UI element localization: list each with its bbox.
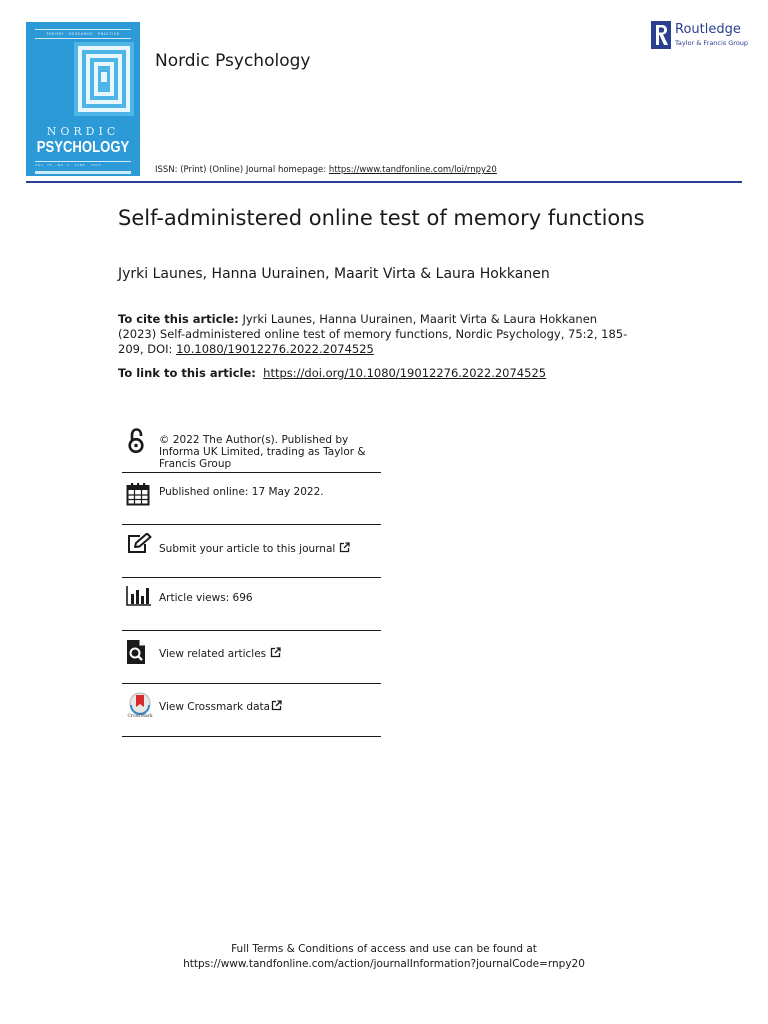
row-divider <box>122 683 381 684</box>
submit-article-link[interactable] <box>159 542 350 555</box>
citation-text: Jyrki Launes, Hanna Uurainen, Maarit Virta & Laura Hokkanen (2023) Self-administered online test of memory functions, Nordic Psychology, 75:2, 185-209, DOI: <box>118 312 628 356</box>
citation-label: To cite this article: <box>118 312 239 326</box>
citation-doi-link[interactable]: 10.1080/19012276.2022.2074525 <box>176 342 374 356</box>
calendar-icon <box>126 482 150 506</box>
row-divider <box>122 577 381 578</box>
crossmark-logo-text: CrossMark <box>127 714 153 719</box>
related-articles-icon <box>126 639 148 665</box>
article-authors: Jyrki Launes, Hanna Uurainen, Maarit Virta & Laura Hokkanen <box>118 266 550 282</box>
footer-terms-link[interactable]: https://www.tandfonline.com/action/journalInformation?journalCode=rnpy20 <box>183 958 585 970</box>
published-date-text: Published online: 17 May 2022. <box>159 486 324 498</box>
related-articles-link[interactable] <box>159 647 281 660</box>
link-block <box>118 366 546 381</box>
license-text: © 2022 The Author(s). Published by Informa UK Limited, trading as Taylor & Francis Group <box>159 434 366 470</box>
cover-logo-mark <box>74 42 140 124</box>
related-articles-text: View related articles <box>159 648 267 660</box>
cover-top-band: THEORY · RESEARCH · PRACTICE <box>35 29 131 39</box>
publisher-logo[interactable] <box>651 21 751 51</box>
published-row <box>122 480 381 526</box>
link-label: To link to this article: <box>118 366 256 380</box>
cover-bottom-bar <box>35 171 131 174</box>
crossmark-icon <box>125 692 155 722</box>
open-access-icon <box>126 428 146 454</box>
cover-word-nordic: NORDIC <box>46 125 120 138</box>
routledge-r-icon <box>651 21 671 49</box>
external-link-icon <box>339 542 350 553</box>
crossmark-link[interactable] <box>159 700 282 713</box>
article-views-text: Article views: 696 <box>159 592 253 604</box>
crossmark-text: View Crossmark data <box>159 701 271 713</box>
footer <box>0 942 768 972</box>
issn-line <box>155 165 497 175</box>
row-divider <box>122 630 381 631</box>
publisher-subtitle: Taylor & Francis Group <box>675 39 749 47</box>
header-divider <box>26 181 742 183</box>
bar-chart-icon <box>126 586 152 606</box>
views-row <box>122 586 381 632</box>
related-row[interactable] <box>122 639 381 685</box>
row-divider <box>122 736 381 737</box>
journal-cover <box>26 22 140 176</box>
footer-terms-text: Full Terms & Conditions of access and use can be found at <box>231 943 537 955</box>
article-doi-link[interactable]: https://doi.org/10.1080/19012276.2022.2074525 <box>263 366 547 380</box>
submit-article-text: Submit your article to this journal <box>159 543 336 555</box>
crossmark-row[interactable] <box>122 692 381 738</box>
journal-homepage-link[interactable]: https://www.tandfonline.com/loi/rnpy20 <box>328 165 497 175</box>
cover-word-psychology: PSYCHOLOGY <box>36 139 130 156</box>
cover-bottom-band: VOL. 75 · NO. 2 · JUNE · 2023 <box>35 161 131 168</box>
external-link-icon <box>270 647 281 658</box>
external-link-icon <box>271 700 282 711</box>
issn-label: ISSN: (Print) (Online) Journal homepage: <box>155 165 329 175</box>
journal-title: Nordic Psychology <box>155 51 311 71</box>
license-row[interactable] <box>122 428 381 474</box>
row-divider <box>122 472 381 473</box>
publisher-name: Routledge <box>675 22 741 37</box>
submit-row[interactable] <box>122 533 381 579</box>
edit-icon <box>126 533 152 555</box>
crossmark-logo-graphic <box>125 692 155 716</box>
row-divider <box>122 524 381 525</box>
citation-block <box>118 312 638 357</box>
article-title: Self-administered online test of memory functions <box>118 206 645 230</box>
